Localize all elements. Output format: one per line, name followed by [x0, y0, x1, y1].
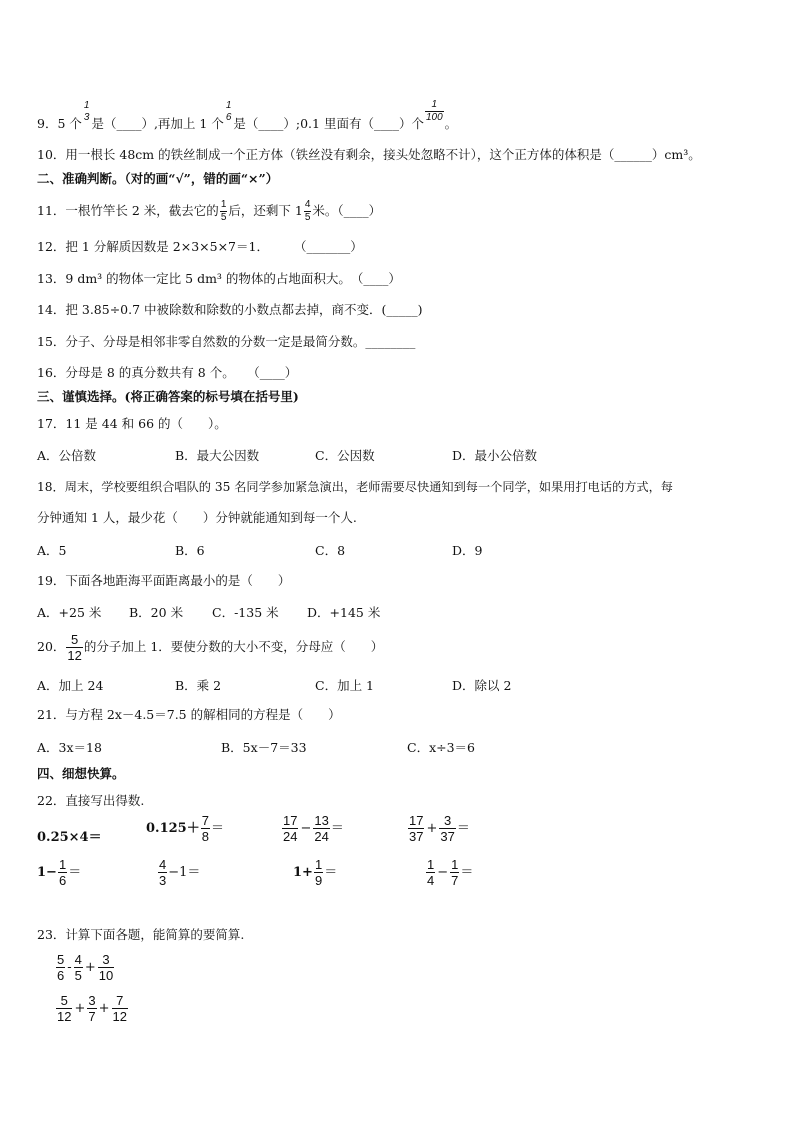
option-d: D．+145 米: [307, 605, 381, 620]
calc-expression: 1+ $\frac{1}{9}$ ＝: [293, 857, 338, 888]
fraction: 1 3: [83, 100, 90, 123]
calc-expression: $\frac{4}{3}$ −1＝: [159, 857, 201, 888]
question-22: 22．直接写出得数.: [37, 793, 145, 808]
option-d: D．除以 2: [452, 678, 512, 693]
question-21: 21．与方程 2x－4.5＝7.5 的解相同的方程是（ ）: [37, 707, 341, 722]
question-16: 16．分母是 8 的真分数共有 8 个。 （____）: [37, 365, 298, 380]
question-15: 15．分子、分母是相邻非零自然数的分数一定是最简分数。________: [37, 334, 416, 349]
calc-expression: $\frac{17}{24}$ − $\frac{13}{24}$ ＝: [283, 813, 344, 844]
fraction: $\frac{17}{37}$: [409, 813, 424, 844]
question-9: 9．5 个 1 3 是（____）,再加上 1 个 1 6 是（____）;0.1 里面有（____）个 $\frac{1}{100}$ 。: [37, 99, 458, 131]
option-d: D．最小公倍数: [452, 448, 538, 463]
calc-expression: 0.25×4＝: [37, 830, 102, 845]
fraction: $\frac{5}{6}$: [57, 952, 65, 983]
option-a: A．加上 24: [37, 678, 104, 693]
fraction: $\frac{13}{24}$: [314, 813, 329, 844]
calc-expression: $\frac{1}{4}$ − $\frac{1}{7}$ ＝: [427, 857, 474, 888]
option-b: B．5x－7＝33: [221, 740, 307, 755]
question-18-line-2: 分钟通知 1 人，最少花（ ）分钟就能通知到每一个人.: [37, 510, 357, 525]
fraction: $\frac{1}{9}$: [314, 857, 323, 888]
option-c: C．8: [315, 543, 346, 558]
question-20: 20． $\frac{5}{12}$ 的分子加上 1．要使分数的大小不变，分母应（ ）: [37, 632, 384, 663]
option-c: C．加上 1: [315, 678, 374, 693]
question-19: 19．下面各地距海平面距离最小的是（ ）: [37, 573, 291, 588]
fraction: $\frac{5}{12}$: [57, 993, 72, 1024]
question-17: 17．11 是 44 和 66 的（ ）。: [37, 416, 227, 431]
option-a: A．3x＝18: [37, 740, 102, 755]
section-2-heading: 二、准确判断。（对的画“√”，错的画“×”）: [37, 171, 279, 186]
question-14: 14．把 3.85÷0.7 中被除数和除数的小数点都去掉，商不变．(_____): [37, 302, 423, 317]
fraction: $\frac{1}{4}$: [427, 857, 435, 888]
option-d: D．9: [452, 543, 483, 558]
question-11: 11．一根竹竿长 2 米，截去它的 $\frac{1}{5}$ 后，还剩下 1 $\frac{4}{5}$ 米。（____）: [37, 199, 382, 223]
fraction: $\frac{1}{100}$: [425, 99, 443, 123]
option-a: A．+25 米: [37, 605, 102, 620]
calc-expression: 1− $\frac{1}{6}$ ＝: [37, 857, 82, 888]
question-12: 12．把 1 分解质因数是 2×3×5×7＝1． （_______）: [37, 239, 363, 254]
option-b: B．乘 2: [175, 678, 222, 693]
option-c: C．x÷3＝6: [407, 740, 475, 755]
option-b: B．最大公因数: [175, 448, 260, 463]
calc-expression: $\frac{17}{37}$ + $\frac{3}{37}$ ＝: [409, 813, 470, 844]
option-b: B．20 米: [129, 605, 184, 620]
fraction: $\frac{3}{37}$: [440, 813, 455, 844]
question-23: 23．计算下面各题，能简算的要简算.: [37, 927, 245, 942]
option-c: C．公因数: [315, 448, 375, 463]
calc-expression: $\frac{5}{12}$ + $\frac{3}{7}$ + $\frac{7}{12}$: [57, 993, 127, 1024]
fraction: $\frac{1}{5}$: [220, 199, 227, 223]
calc-expression: $\frac{5}{6}$ - $\frac{4}{5}$ + $\frac{3}{10}$: [57, 952, 114, 983]
fraction: $\frac{7}{8}$: [201, 813, 209, 844]
fraction: $\frac{4}{3}$: [159, 857, 167, 888]
option-a: A．公倍数: [37, 448, 97, 463]
fraction: $\frac{17}{24}$: [283, 813, 298, 844]
section-4-heading: 四、细想快算。: [37, 766, 125, 781]
option-b: B．6: [175, 543, 205, 558]
fraction: $\frac{4}{5}$: [304, 199, 311, 223]
fraction: $\frac{1}{6}$: [58, 857, 67, 888]
question-10: 10．用一根长 48cm 的铁丝制成一个正方体（铁丝没有剩余，接头处忽略不计），这个正方体的体积是（______）cm³。: [37, 147, 701, 162]
question-18-line-1: 18．周末，学校要组织合唱队的 35 名同学参加紧急演出，老师需要尽快通知到每一个同学，如果用打电话的方式，每: [37, 480, 673, 494]
option-a: A．5: [37, 543, 67, 558]
fraction: $\frac{3}{7}$: [88, 993, 96, 1024]
option-c: C．-135 米: [212, 605, 279, 620]
fraction: $\frac{7}{12}$: [112, 993, 127, 1024]
calc-expression: 0.125＋ $\frac{7}{8}$ ＝: [146, 813, 224, 844]
fraction: $\frac{5}{12}$: [67, 632, 82, 663]
fraction: 1 6: [225, 100, 232, 123]
fraction: $\frac{4}{5}$: [74, 952, 82, 983]
section-3-heading: 三、谨慎选择。(将正确答案的标号填在括号里): [37, 389, 299, 404]
fraction: $\frac{3}{10}$: [98, 952, 114, 983]
question-13: 13．9 dm³ 的物体一定比 5 dm³ 的物体的占地面积大。 （____）: [37, 271, 401, 286]
fraction: $\frac{1}{7}$: [451, 857, 459, 888]
